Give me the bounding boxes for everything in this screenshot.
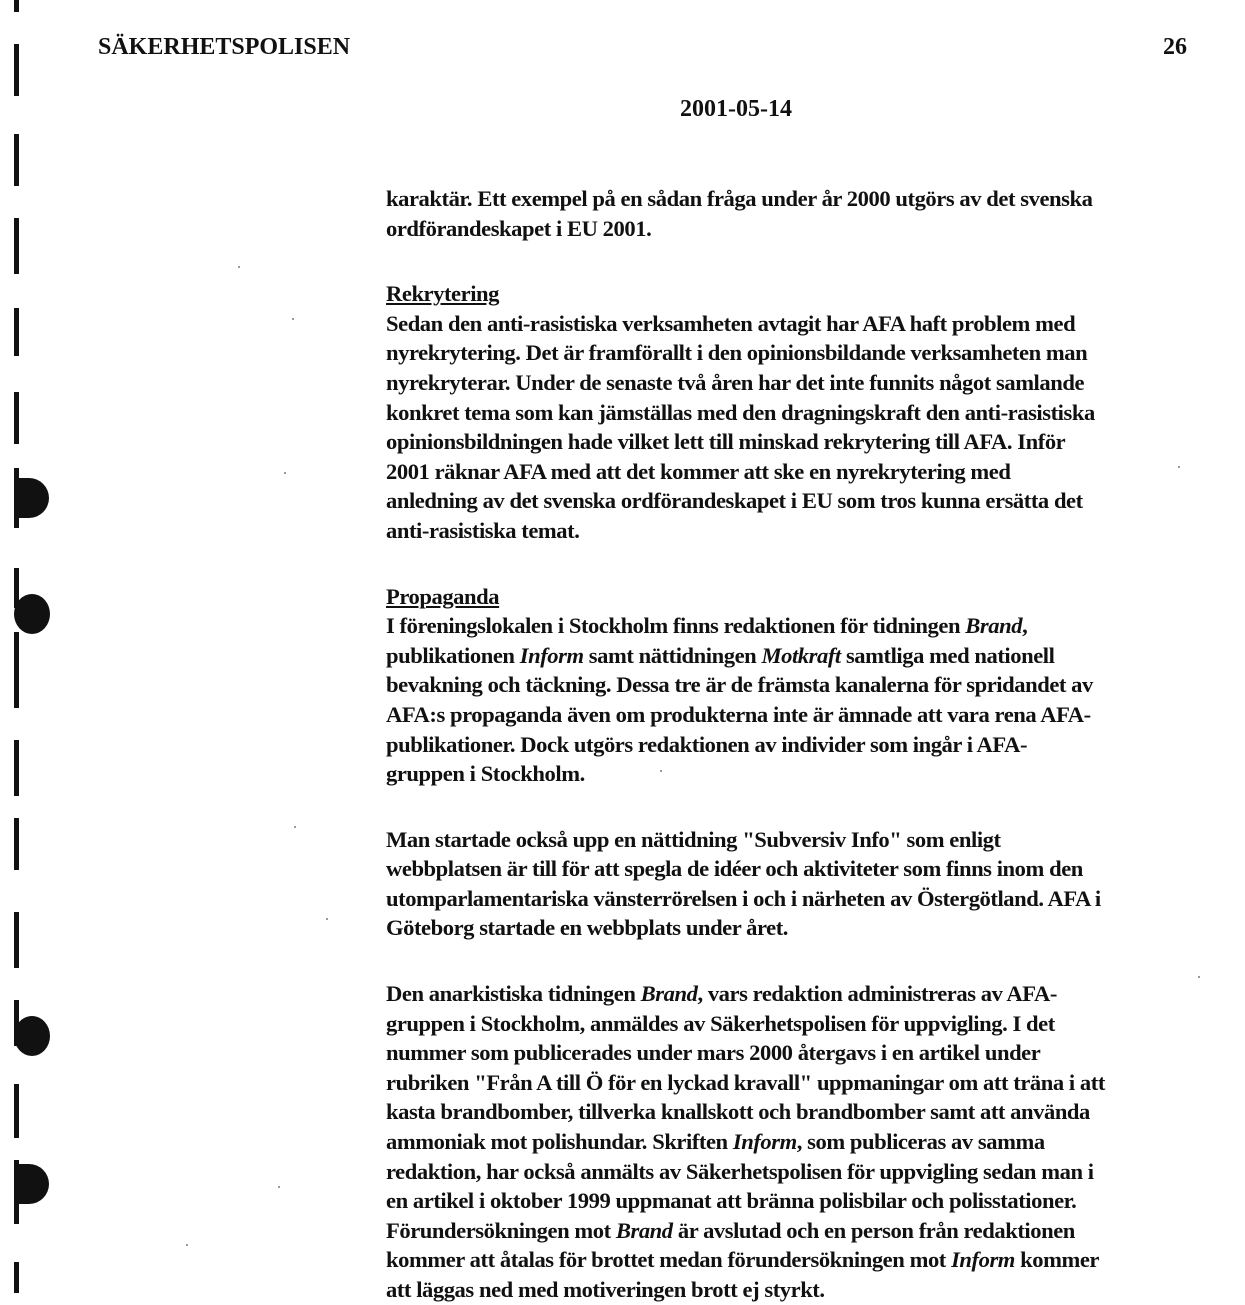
punch-hole — [14, 594, 50, 634]
binder-mark — [14, 740, 19, 796]
text-line: webbplatsen är till för att spegla de idéer och aktiviteter som finns inom den — [386, 856, 1083, 882]
scan-speck — [238, 266, 240, 268]
text-line: nyrekrytering. Det är framförallt i den opinionsbildande verksamheten man — [386, 340, 1088, 366]
text-line: publikationer. Dock utgörs redaktionen av individer som ingår i AFA- — [386, 731, 1028, 757]
text-line: kasta brandbomber, tillverka knallskott och brandbomber samt att använda — [386, 1099, 1090, 1125]
binder-mark — [14, 308, 19, 356]
binder-mark — [14, 1160, 19, 1224]
text-fragment: Förundersökningen mot — [386, 1217, 616, 1243]
binder-mark — [14, 392, 19, 444]
text-line: Göteborg startade en webbplats under året. — [386, 915, 788, 941]
text-line: Sedan den anti-rasistiska verksamheten avtagit har AFA haft problem med — [386, 310, 1076, 336]
binder-mark — [14, 0, 19, 12]
text-line: gruppen i Stockholm. — [386, 761, 585, 787]
text-line: nummer som publicerades under mars 2000 återgavs i en artikel under — [386, 1040, 1041, 1066]
section-heading-rekrytering: Rekrytering — [386, 281, 500, 307]
intro-paragraph — [386, 184, 1218, 243]
text-fragment: kommer att åtalas för brottet medan förundersökningen mot — [386, 1247, 952, 1273]
text-line: ordförandeskapet i EU 2001. — [386, 215, 652, 241]
binder-mark — [14, 818, 19, 870]
text-fragment: , — [1022, 613, 1028, 639]
text-fragment: Den anarkistiska tidningen — [386, 981, 641, 1007]
text-line: Man startade också upp en nättidning "Subversiv Info" som enligt — [386, 826, 1001, 852]
brand-paragraph — [386, 979, 1218, 1305]
publication-title: Inform — [732, 1129, 797, 1155]
scan-speck — [284, 472, 286, 474]
rekrytering-section — [386, 279, 1218, 545]
scan-speck — [278, 1186, 280, 1188]
scan-speck — [294, 826, 296, 828]
binder-mark — [14, 632, 19, 708]
text-line: utomparlamentariska vänsterrörelsen i och i närheten av Östergötland. AFA i — [386, 885, 1101, 911]
section-heading-propaganda: Propaganda — [386, 583, 500, 609]
scan-speck — [326, 918, 328, 920]
publication-title: Brand — [965, 613, 1023, 639]
publication-title: Inform — [519, 642, 584, 668]
text-line: bevakning och täckning. Dessa tre är de främsta kanalerna för spridandet av — [386, 672, 1093, 698]
subversiv-paragraph — [386, 825, 1218, 943]
binder-mark — [14, 1084, 19, 1138]
text-line: rubriken "Från A till Ö för en lyckad kravall" uppmaningar om att träna i att — [386, 1069, 1105, 1095]
propaganda-section — [386, 582, 1218, 789]
page-number: 26 — [1163, 34, 1187, 60]
publication-title: Brand — [615, 1217, 673, 1243]
text-fragment: , som publiceras av samma — [796, 1129, 1045, 1155]
publication-title: Motkraft — [761, 642, 841, 668]
text-fragment: samt nättidningen — [583, 642, 762, 668]
publication-title: Brand — [640, 981, 698, 1007]
scan-speck — [186, 1244, 188, 1246]
binder-mark — [14, 44, 19, 96]
text-line: anti-rasistiska temat. — [386, 517, 580, 543]
binder-mark — [14, 218, 19, 274]
punch-hole — [14, 1016, 50, 1056]
text-fragment: är avslutad och en person från redaktionen — [672, 1217, 1075, 1243]
scan-speck — [292, 318, 294, 320]
text-fragment: ammoniak mot polishundar. Skriften — [386, 1129, 733, 1155]
binder-mark — [14, 912, 19, 968]
body-text — [386, 184, 1218, 1305]
binder-margin — [0, 0, 60, 1293]
text-line: opinionsbildningen hade vilket lett till minskad rekrytering till AFA. Inför — [386, 429, 1066, 455]
punch-hole — [17, 478, 49, 518]
text-fragment: samtliga med nationell — [840, 642, 1055, 668]
binder-mark — [14, 468, 19, 528]
text-line: gruppen i Stockholm, anmäldes av Säkerhetspolisen för uppvigling. I det — [386, 1010, 1055, 1036]
text-line: anledning av det svenska ordförandeskapet i EU som tros kunna ersätta det — [386, 488, 1083, 514]
text-fragment: publikationen — [386, 642, 520, 668]
text-fragment: kommer — [1014, 1247, 1099, 1273]
document-date: 2001-05-14 — [680, 96, 792, 122]
agency-header: SÄKERHETSPOLISEN — [98, 34, 351, 60]
text-line: karaktär. Ett exempel på en sådan fråga under år 2000 utgörs av det svenska — [386, 186, 1093, 211]
text-fragment: I föreningslokalen i Stockholm finns redaktionen för tidningen — [386, 613, 966, 639]
text-line: nyrekryterar. Under de senaste två åren har det inte funnits något samlande — [386, 369, 1085, 395]
text-line: att läggas ned med motiveringen brott ej styrkt. — [386, 1277, 825, 1302]
publication-title: Inform — [951, 1247, 1015, 1273]
binder-mark — [14, 1262, 19, 1293]
text-line: en artikel i oktober 1999 uppmanat att bränna polisbilar och polisstationer. — [386, 1188, 1077, 1214]
text-fragment: , vars redaktion administreras av AFA- — [697, 981, 1057, 1007]
text-line: AFA:s propaganda även om produkterna inte är ämnade att vara rena AFA- — [386, 701, 1091, 727]
text-line: redaktion, har också anmälts av Säkerhetspolisen för uppvigling sedan man i — [386, 1158, 1094, 1184]
text-line: 2001 räknar AFA med att det kommer att ske en nyrekrytering med — [386, 458, 1011, 484]
text-line: konkret tema som kan jämställas med den dragningskraft den anti-rasistiska — [386, 399, 1095, 425]
punch-hole — [17, 1164, 49, 1204]
binder-mark — [14, 134, 19, 186]
